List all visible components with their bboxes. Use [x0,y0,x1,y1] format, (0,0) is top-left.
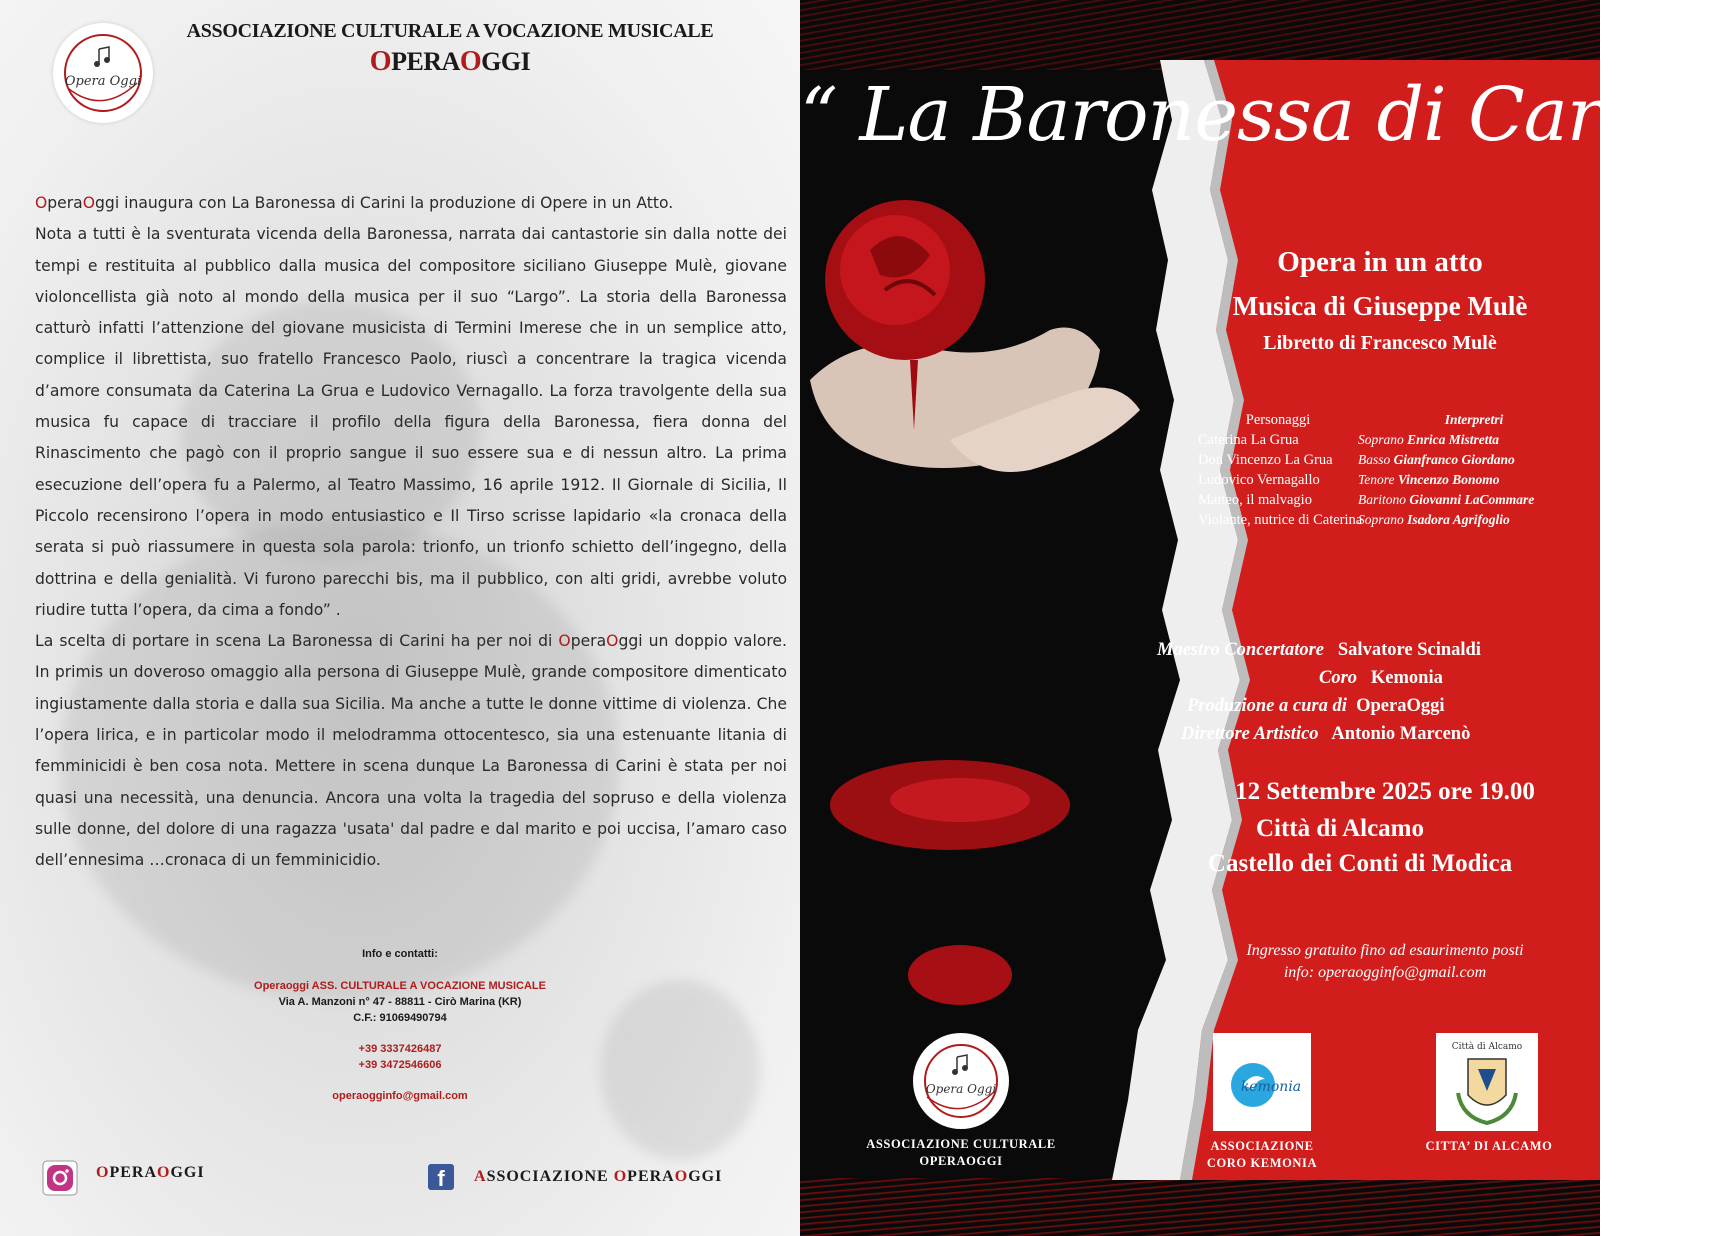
credit-row [1155,636,1595,664]
paragraph-text: inaugura con La Baronessa di Carini la produzione di Opere in un Atto. [119,194,674,212]
logo-label-line: ASSOCIAZIONE CULTURALE [866,1137,1056,1151]
operaoggi-logo-label [853,1136,1069,1170]
cast-voice: Soprano [1358,432,1404,447]
brand-letter: O [369,46,392,77]
brand-letter: O [613,1168,628,1185]
instagram-icon[interactable] [42,1160,78,1196]
instagram-handle[interactable] [96,1164,205,1182]
cast-performer [1358,490,1590,510]
cast-role: Caterina La Grua [1198,432,1299,448]
cast-role: Don Vincenzo La Grua [1198,452,1333,468]
kemonia-logo-graphic [1213,1033,1311,1131]
brand-part: GGI [481,47,531,76]
logo-text: kemonia [1240,1079,1302,1095]
cast-role: Ludovico Vernagallo [1198,472,1320,488]
contacts-org: Operaoggi ASS. CULTURALE A VOCAZIONE MUSICALE [254,980,546,992]
brand-letter: O [606,632,619,651]
rose-petal [905,940,1015,1010]
contacts-phone[interactable]: +39 3472546606 [358,1059,442,1071]
brand-letter: O [459,46,482,77]
logo-text: Opera Oggi [925,1082,997,1096]
logo-text: Città di Alcamo [1451,1042,1523,1052]
credit-row [1155,692,1595,720]
credit-label: Coro [1319,668,1358,688]
facebook-icon[interactable]: f [428,1164,454,1190]
cast-header-performer: Interpretri [1444,412,1504,427]
cast-name: Giovanni LaCommare [1409,492,1535,507]
brand-letter: O [157,1164,171,1181]
cast-row [1198,450,1590,470]
credit-value: Salvatore Scinaldi [1337,640,1481,660]
brand-letter: O [82,194,96,212]
rose-petal [820,750,1080,860]
cast-name: Vincenzo Bonomo [1397,472,1500,487]
free-entry-note: Ingresso gratuito fino ad esaurimento posti [1246,942,1524,959]
brand-letter: O [558,632,571,651]
cast-name: Gianfranco Giordano [1393,452,1515,467]
brand-part: PERA [391,47,460,76]
credits-block [1155,636,1595,748]
brand-part: GGI [688,1168,723,1185]
cast-voice: Tenore [1358,472,1395,487]
event-date: 12 Settembre 2025 ore 19.00 [1235,778,1535,805]
opera-title: “ La Baronessa di Carini” [800,72,1730,158]
cast-name: Isadora Agrifoglio [1407,512,1510,527]
subtitle-composer: Musica di Giuseppe Mulè [1232,291,1528,321]
cast-performer [1358,470,1590,490]
brand-part: PERA [109,1164,158,1181]
credit-label: Produzione a cura di [1187,696,1347,716]
credit-row [1155,720,1595,748]
alcamo-label: CITTA’ DI ALCAMO [1425,1139,1553,1153]
logo-label-line: ASSOCIAZIONE [1210,1139,1314,1153]
brand-part: GGI [170,1164,205,1181]
paragraph-intro [35,188,787,219]
credit-label: Direttore Artistico [1181,724,1319,744]
subtitle-genre: Opera in un atto [1277,246,1483,278]
info-email[interactable]: info: operaogginfo@gmail.com [1283,964,1487,981]
brand-part: ggi [95,194,120,212]
contacts-address: Via A. Manzoni n° 47 - 88811 - Cirò Marina (KR) [278,996,522,1008]
credit-row [1155,664,1595,692]
contacts-tax-code: C.F.: 91069490794 [353,1012,447,1024]
cast-voice: Soprano [1358,512,1404,527]
cast-voice: Basso [1358,452,1391,467]
cast-row [1198,430,1590,450]
contacts-title: Info e contatti: [362,948,438,960]
kemonia-logo [1213,1033,1311,1131]
credit-value: Kemonia [1370,668,1443,688]
brand-part: pera [47,194,83,212]
credit-value: OperaOggi [1356,696,1445,716]
rose-hands-illustration [800,180,1180,500]
cast-row [1198,490,1590,510]
cast-performer [1358,450,1590,470]
cast-header-row [1198,410,1590,430]
alcamo-crest-graphic [1436,1033,1538,1131]
logo-label-line: OPERAOGGI [919,1154,1003,1168]
cast-performer [1358,510,1590,530]
left-page [0,0,800,1236]
brand-letter: O [35,194,48,212]
cast-voice: Baritono [1358,492,1407,507]
paragraph-text: un doppio valore. In primis un doveroso omaggio alla persona di Giuseppe Mulè, grande compositore dimenticato ingiustamente dalla storia e dalla sua Sicilia. Ma anche a tutte le donne vittime di violenza. Che l’opera lirica, e in particolar modo il melodramma ottocentesco, sia una estenuante litania di femminicidi è ben cosa nota. Mettere in scena dunque La Baronessa di Carini è stata per noi quasi una necessità, una denuncia. Ancora una volta la tragedia del sopruso e della violenza sulle donne, del dolore di una ragazza 'usata' dal padre e dal marito e poi uccisa, l’amaro caso dell’ennesima …cronaca di un femminicidio. [35,632,787,870]
cast-header-role: Personaggi [1245,412,1311,428]
cast-row [1198,470,1590,490]
association-title: ASSOCIAZIONE CULTURALE A VOCAZIONE MUSICALE [186,20,714,42]
article-body [35,188,787,877]
cast-role: Violante, nutrice di Caterina [1198,512,1363,528]
brand-name [170,46,730,78]
brand-letter: A [474,1168,487,1185]
contacts-block [200,946,600,1104]
alcamo-crest [1436,1033,1538,1131]
cast-performer [1358,430,1590,450]
paragraph-text: La scelta di portare in scena La Baronessa di Carini ha per noi di [35,632,559,651]
operaoggi-logo-graphic [53,23,153,123]
logo-label-line: CORO KEMONIA [1206,1156,1318,1170]
cast-row [1198,510,1590,530]
logo-text: Opera Oggi [64,74,142,89]
brand-part: SSOCIAZIONE [486,1168,614,1185]
contacts-phone[interactable]: +39 3337426487 [358,1043,442,1055]
cast-role: Matteo, il malvagio [1198,492,1312,508]
brand-letter: O [96,1164,110,1181]
background-portrait-shape [600,980,760,1160]
subtitle-librettist: Libretto di Francesco Mulè [1263,332,1497,354]
credit-value: Antonio Marcenò [1331,724,1471,744]
paragraph-story: Nota a tutti è la sventurata vicenda della Baronessa, narrata dai cantastorie sin dalla notte dei tempi e restituita al pubblico dalla musica del compositore siciliano Giuseppe Mulè, giovane violoncellista già noto al mondo della musica per il suo “Largo”. La storia della Baronessa catturò infatti l’attenzione del giovane musicista di Termini Imerese che in un semplice atto, complice il librettista, suo fratello Francesco Paolo, riuscì a concentrare la tragica vicenda d’amore consumata da Caterina La Grua e Ludovico Vernagallo. La forza travolgente della sua musica fu capace di tracciare il profilo della figura della Baronessa, fiera donna del Rinascimento che pagò con il proprio sangue il suo essere sua e di nessun altro. La prima esecuzione dell’opera fu a Palermo, al Teatro Massimo, 16 aprile 1912. Il Giornale di Sicilia, Il Piccolo recensirono l’opera in modo entusiastico e Il Tirso scrisse lapidario «la cronaca della serata si può riassumere in questa sola parola: trionfo, un trionfo schietto dell’ingegno, della dottrina e della genialità. Vi furono parecchi bis, ma il pubblico, con alti gridi, avrebbe voluto riudire tutta l’opera, da cima a fondo” . [35,225,787,619]
operaoggi-logo-graphic [913,1033,1009,1129]
operaoggi-logo [53,23,153,123]
contacts-email[interactable]: operaogginfo@gmail.com [332,1090,468,1102]
cast-name: Enrica Mistretta [1407,432,1500,447]
kemonia-logo-label [1178,1138,1346,1172]
credit-label: Maestro Concertatore [1157,640,1325,660]
brand-letter: O [674,1168,689,1185]
facebook-page[interactable] [474,1168,722,1186]
event-venue: Castello dei Conti di Modica [1207,850,1513,877]
brand-part: ggi [618,632,643,651]
brand-part: PERA [627,1168,675,1185]
operaoggi-logo [913,1033,1009,1129]
paragraph-motivation [35,626,787,876]
brand-part: pera [570,632,607,651]
cast-table [1198,410,1590,530]
event-city: Città di Alcamo [1255,815,1425,842]
